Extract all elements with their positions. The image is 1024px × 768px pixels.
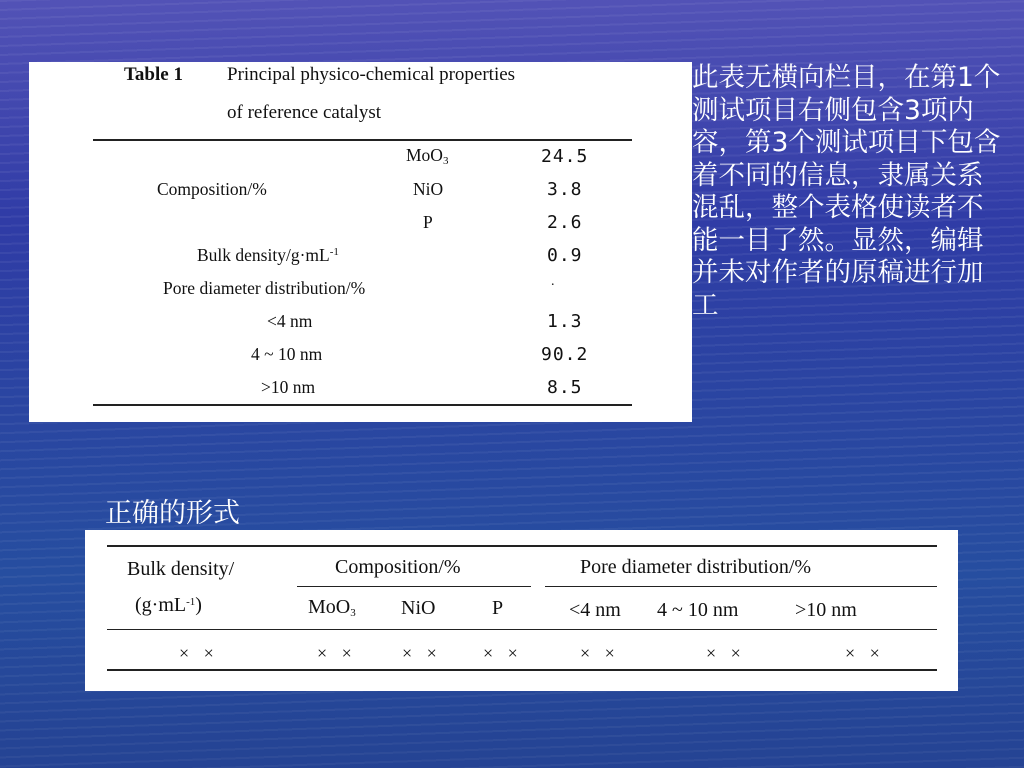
table-caption-line1: Principal physico-chemical properties bbox=[227, 64, 516, 85]
mid-range-header: 4 ~ 10 nm bbox=[657, 599, 739, 621]
table-caption-line2: of reference catalyst bbox=[227, 102, 382, 123]
moo3-value: 24.5 bbox=[541, 146, 589, 167]
gt10-header: >10 nm bbox=[795, 599, 857, 621]
moo3-cell: × × bbox=[317, 643, 357, 663]
p-label: P bbox=[423, 212, 433, 232]
gt10-cell: × × bbox=[845, 643, 885, 663]
composition-label: Composition/% bbox=[157, 179, 267, 199]
explanation-text: 此表无横向栏目，在第1个测试项目右侧包含3项内容，第3个测试项目下包含着不同的信息，隶属关系混乱，整个表格使读者不能一目了然。显然，编辑并未对作者的原稿进行加工 bbox=[692, 62, 1001, 321]
nio-label: NiO bbox=[413, 179, 444, 199]
moo3-label: MoO$_3$ bbox=[406, 145, 449, 167]
nio-cell: × × bbox=[402, 643, 442, 663]
pore-diameter-header: Pore diameter distribution/% bbox=[580, 556, 812, 578]
bulk-density-label: Bulk density/$g\cdot mL^{-1}$ bbox=[197, 245, 339, 265]
pore-diameter-underline bbox=[545, 586, 937, 587]
pore-diameter-label: Pore diameter distribution/% bbox=[163, 278, 366, 298]
header-rule bbox=[107, 629, 937, 630]
p-header: P bbox=[492, 597, 504, 619]
bottom-rule bbox=[93, 404, 632, 406]
mid-range-value: 90.2 bbox=[541, 344, 589, 365]
lt4-header: <4 nm bbox=[569, 599, 621, 621]
gt10-label: >10 nm bbox=[261, 377, 316, 397]
bulk-density-unit: $(g\cdot mL^{-1})$ bbox=[135, 594, 202, 616]
bottom-rule bbox=[107, 669, 937, 671]
table-caption bbox=[124, 64, 183, 86]
bulk-density-value: 0.9 bbox=[547, 245, 583, 266]
lt4-value: 1.3 bbox=[547, 311, 583, 332]
nio-value: 3.8 bbox=[547, 179, 583, 200]
nio-header: NiO bbox=[401, 597, 436, 619]
mid-range-cell: × × bbox=[706, 643, 746, 663]
gt10-value: 8.5 bbox=[547, 377, 583, 398]
top-rule bbox=[93, 139, 632, 141]
corrected-table-image bbox=[85, 530, 958, 691]
moo3-header: MoO$_3$ bbox=[308, 596, 356, 619]
lt4-cell: × × bbox=[580, 643, 620, 663]
correct-form-label: 正确的形式 bbox=[105, 498, 240, 529]
composition-header: Composition/% bbox=[335, 556, 461, 578]
p-cell: × × bbox=[483, 643, 523, 663]
bulk-density-cell: × × bbox=[179, 643, 219, 663]
pore-diameter-value: . bbox=[551, 274, 555, 289]
bulk-density-header: Bulk density/ bbox=[127, 558, 235, 580]
table-number: Table 1 bbox=[124, 64, 183, 85]
top-rule bbox=[107, 545, 937, 547]
composition-underline bbox=[297, 586, 531, 587]
lt4-label: <4 nm bbox=[267, 311, 313, 331]
mid-range-label: 4 ~ 10 nm bbox=[251, 344, 323, 364]
p-value: 2.6 bbox=[547, 212, 583, 233]
original-table-image bbox=[29, 62, 692, 422]
